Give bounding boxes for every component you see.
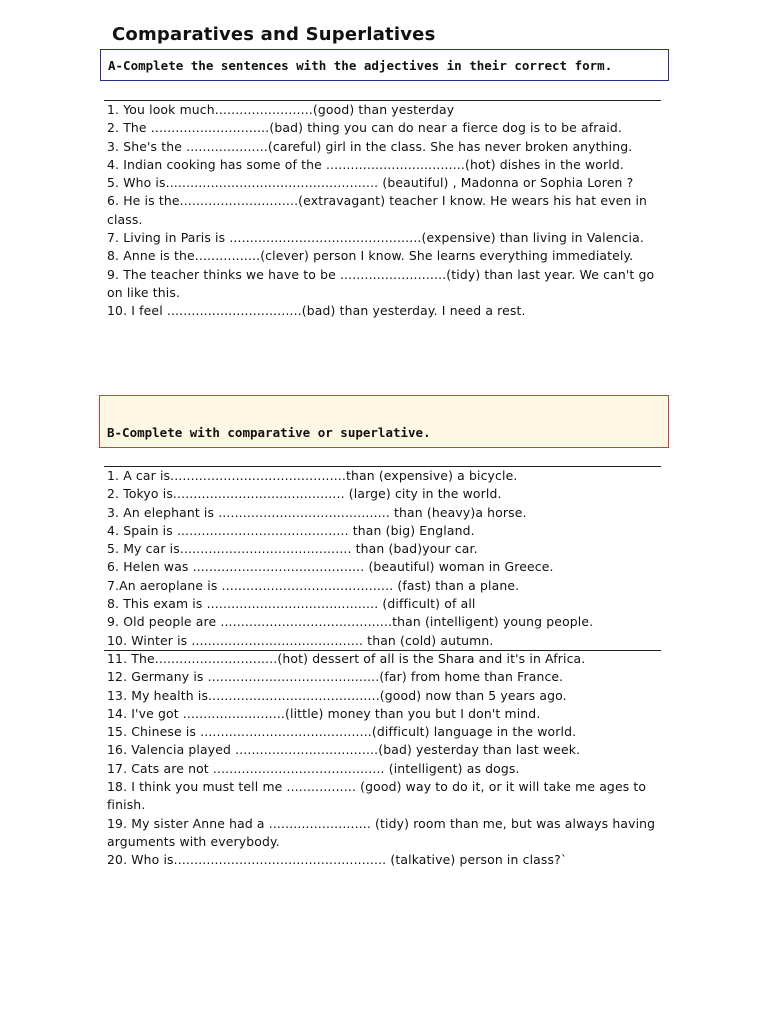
exercise-item: 5. Who is.................................................... (beautiful) , Madonna or Sophia Loren ? [107, 175, 634, 191]
exercise-item: 10. I feel .................................(bad) than yesterday. I need a rest. [107, 303, 526, 319]
exercise-item: 15. Chinese is ..........................................(difficult) language in the world. [107, 724, 577, 740]
exercise-item: 9. The teacher thinks we have to be ..........................(tidy) than last year. We can't go on like this. [107, 266, 655, 300]
section-b-instruction-box [99, 395, 669, 448]
section-b-exercise-list-part1 [107, 467, 667, 650]
exercise-item: 20. Who is.................................................... (talkative) person in class?` [107, 852, 568, 868]
page-title: Comparatives and Superlatives [112, 24, 436, 45]
exercise-item: 2. The .............................(bad) thing you can do near a fierce dog is to be afraid. [107, 120, 622, 136]
exercise-item: 18. I think you must tell me ................. (good) way to do it, or it will take me ages to finish. [107, 779, 647, 813]
exercise-item: 13. My health is..........................................(good) now than 5 years ago. [107, 687, 567, 703]
exercise-item: 6. Helen was .......................................... (beautiful) woman in Greece. [107, 559, 554, 575]
exercise-item: 3. She's the ....................(careful) girl in the class. She has never broken anything. [107, 138, 633, 154]
section-a-instruction-box [100, 49, 669, 81]
exercise-item: 7. Living in Paris is ...............................................(expensive) than living in Valencia. [107, 230, 644, 246]
exercise-item: 6. He is the.............................(extravagant) teacher I know. He wears his hat even in class. [107, 193, 648, 227]
exercise-item: 2. Tokyo is.......................................... (large) city in the world. [107, 486, 502, 502]
section-b-exercise-list-part2 [107, 650, 667, 870]
section-a-exercise-list [107, 101, 667, 321]
section-a-instruction: A-Complete the sentences with the adjectives in their correct form. [108, 58, 613, 73]
exercise-item: 17. Cats are not .......................................... (intelligent) as dogs. [107, 760, 520, 776]
exercise-item: 4. Spain is .......................................... than (big) England. [107, 522, 475, 538]
exercise-item: 7.An aeroplane is .......................................... (fast) than a plane. [107, 577, 520, 593]
exercise-item: 8. This exam is .......................................... (difficult) of all [107, 596, 476, 612]
exercise-item: 14. I've got .........................(little) money than you but I don't mind. [107, 705, 541, 721]
exercise-item: 1. A car is...........................................than (expensive) a bicycle. [107, 468, 518, 483]
exercise-item: 16. Valencia played ...................................(bad) yesterday than last week. [107, 742, 581, 758]
exercise-item: 8. Anne is the................(clever) person I know. She learns everything immediately. [107, 248, 634, 264]
exercise-item: 3. An elephant is .......................................... than (heavy)a horse. [107, 504, 527, 520]
exercise-item: 19. My sister Anne had a ......................... (tidy) room than me, but was always having arguments with everybody. [107, 815, 656, 849]
exercise-item: 5. My car is.......................................... than (bad)your car. [107, 541, 478, 557]
exercise-item: 10. Winter is .......................................... than (cold) autumn. [107, 632, 494, 648]
exercise-item: 11. The..............................(hot) dessert of all is the Shara and it's in Africa. [107, 651, 586, 666]
exercise-item: 12. Germany is ..........................................(far) from home than France. [107, 669, 564, 685]
exercise-item: 9. Old people are ..........................................than (intelligent) young people. [107, 614, 594, 630]
exercise-item: 1. You look much........................(good) than yesterday [107, 102, 455, 117]
exercise-item: 4. Indian cooking has some of the ..................................(hot) dishes in the world. [107, 156, 624, 172]
section-b-instruction: B-Complete with comparative or superlative. [107, 425, 431, 440]
